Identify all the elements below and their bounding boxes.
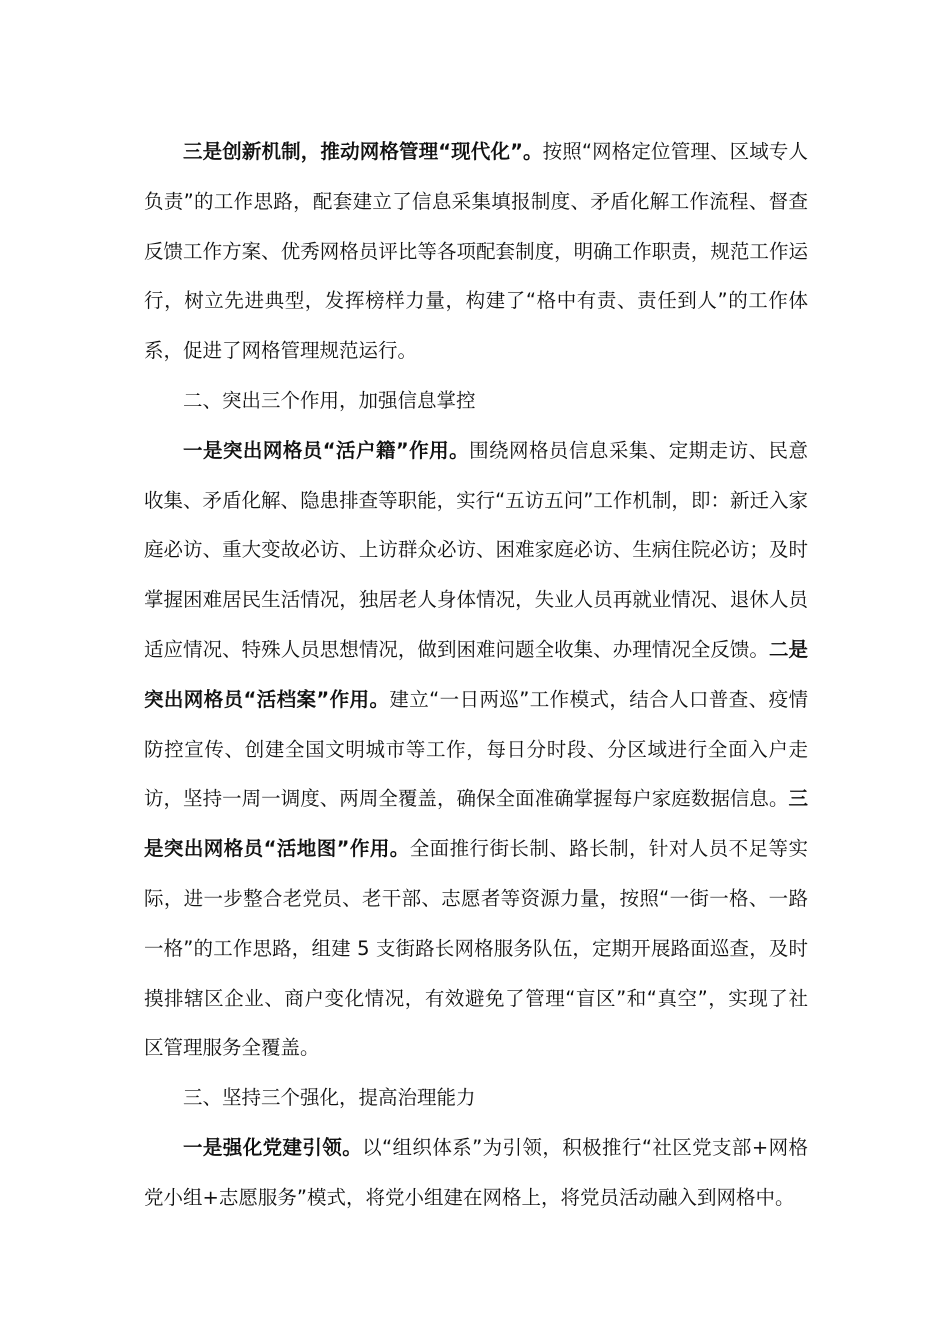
paragraph-lead: 二是突出网格员“活档案”作用。	[144, 637, 808, 711]
paragraph-lead: 一是强化党建引领。	[183, 1135, 363, 1159]
paragraph-lead: 三是创新机制，推动网格管理“现代化”。	[183, 140, 543, 163]
paragraph-text: 围绕网格员信息采集、定期走访、民意收集、矛盾化解、隐患排查等职能，实行“五访五问”工作机制，即：新迁入家庭必访、重大变故必访、上访群众必访、困难家庭必访、生病住院必访；及时掌握困难居民生活情况，独居老人身体情况，失业人员再就业情况、退休人员适应情况、特殊人员思想情况，做到困难问题全收集、办理情况全反馈。	[144, 438, 808, 661]
section-heading-two: 二、突出三个作用，加强信息掌控	[183, 388, 476, 412]
paragraph-three-roles	[144, 426, 808, 1073]
paragraph-lead: 一是突出网格员“活户籍”作用。	[183, 438, 470, 462]
paragraph-innovation-mechanism	[144, 127, 808, 376]
paragraph-text: 全面推行街长制、路长制，针对人员不足等实际，进一步整合老党员、老干部、志愿者等资源力量，按照“一街一格、一路一格”的工作思路，组建 5 支街路长网格服务队伍，定期开展路面巡查，及时摸排辖区企业、商户变化情况，有效避免了管理“盲区”和“真空”，实现了社区管理服务全覆盖。	[144, 837, 808, 1060]
document-body	[144, 127, 808, 1223]
paragraph-text: 按照“网格定位管理、区域专人负责”的工作思路，配套建立了信息采集填报制度、矛盾化解工作流程、督查反馈工作方案、优秀网格员评比等各项配套制度，明确工作职责，规范工作运行，树立先进典型，发挥榜样力量，构建了“格中有责、责任到人”的工作体系，促进了网格管理规范运行。	[144, 140, 808, 363]
paragraph-text: 以“组织体系”为引领，积极推行“社区党支部+网格党小组+志愿服务”模式，将党小组建在网格上，将党员活动融入到网格中。	[144, 1135, 808, 1209]
section-heading-three: 三、坚持三个强化，提高治理能力	[183, 1086, 476, 1110]
paragraph-text: 建立“一日两巡”工作模式，结合人口普查、疫情防控宣传、创建全国文明城市等工作，每日分时段、分区域进行全面入户走访，坚持一周一调度、两周全覆盖，确保全面准确掌握每户家庭数据信息。	[144, 687, 808, 811]
paragraph-party-building	[144, 1123, 808, 1223]
paragraph-lead: 三是突出网格员“活地图”作用。	[144, 787, 808, 861]
